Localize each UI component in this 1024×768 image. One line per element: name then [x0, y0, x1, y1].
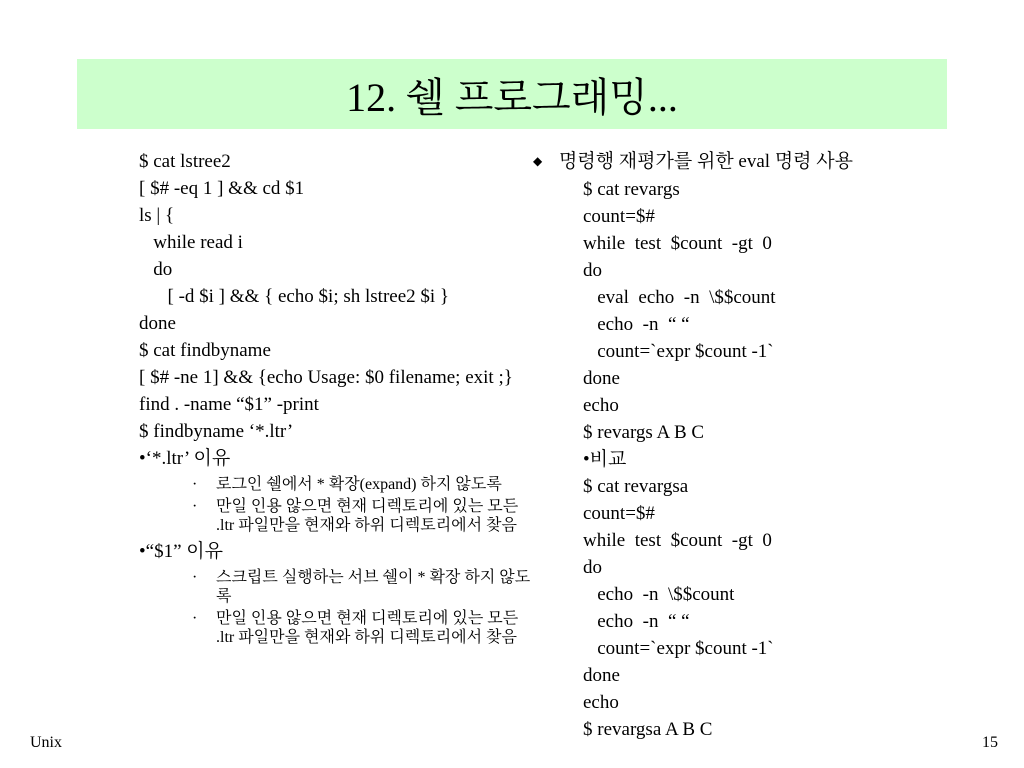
footer-label: Unix: [30, 734, 62, 751]
code-line: count=`expr $count -1`: [583, 638, 774, 659]
list-item-text: 만일 인용 않으면 현재 디렉토리에 있는 모든 .ltr 파일만을 현재와 하위 디렉토리에서 찾음: [216, 610, 519, 646]
code-line: echo -n “ “: [583, 314, 690, 335]
code-line: echo -n \$$count: [583, 584, 735, 605]
code-line: while test $count -gt 0: [583, 530, 772, 551]
code-line: find . -name “$1” -print: [139, 394, 319, 415]
right-column: [583, 176, 1003, 743]
list-item: [139, 609, 539, 647]
right-heading: [533, 148, 853, 175]
sub-bullet-dot: ·: [192, 498, 198, 515]
code-line: count=$#: [583, 503, 655, 524]
slide-title: 12. 쉘 프로그래밍...: [346, 74, 678, 120]
code-line: count=`expr $count -1`: [583, 341, 774, 362]
reason1-heading: •‘*.ltr’ 이유: [139, 448, 231, 469]
code-line: while read i: [139, 232, 243, 253]
code-line: [ -d $i ] && { echo $i; sh lstree2 $i }: [139, 286, 450, 307]
list-item-text: 스크립트 실행하는 서브 쉘이 * 확장 하지 않도록: [216, 569, 531, 605]
code-line: echo: [583, 395, 619, 416]
right-heading-text: 명령행 재평가를 위한 eval 명령 사용: [559, 151, 853, 172]
code-line: done: [583, 665, 620, 686]
left-column: [139, 148, 539, 650]
code-line: do: [139, 259, 173, 280]
compare-heading: •비교: [583, 449, 627, 470]
code-line: echo -n “ “: [583, 611, 690, 632]
code-line: $ revargs A B C: [583, 422, 705, 443]
code-line: $ findbyname ‘*.ltr’: [139, 421, 294, 442]
list-item: [139, 497, 539, 535]
code-line: ls | {: [139, 205, 175, 226]
code-line: count=$#: [583, 206, 655, 227]
code-line: [ $# -eq 1 ] && cd $1: [139, 178, 305, 199]
sub-bullet-dot: ·: [192, 569, 198, 586]
code-line: $ cat findbyname: [139, 340, 271, 361]
code-line: $ cat revargsa: [583, 476, 689, 497]
code-line: done: [583, 368, 620, 389]
code-line: do: [583, 260, 602, 281]
code-line: done: [139, 313, 176, 334]
code-line: eval echo -n \$$count: [583, 287, 776, 308]
list-item-text: 로그인 쉘에서 * 확장(expand) 하지 않도록: [216, 476, 502, 493]
code-line: [ $# -ne 1] && {echo Usage: $0 filename; exit ;}: [139, 367, 513, 388]
code-line: $ cat revargs: [583, 179, 680, 200]
list-item: [139, 568, 539, 606]
title-banner: [77, 59, 947, 129]
list-item-text: 만일 인용 않으면 현재 디렉토리에 있는 모든 .ltr 파일만을 현재와 하위 디렉토리에서 찾음: [216, 498, 519, 534]
diamond-bullet-icon: ◆: [533, 154, 543, 168]
sub-bullet-dot: ·: [192, 476, 198, 493]
code-line: echo: [583, 692, 619, 713]
list-item: [139, 475, 539, 494]
code-line: $ cat lstree2: [139, 151, 231, 172]
code-line: $ revargsa A B C: [583, 719, 713, 740]
reason2-heading: •“$1” 이유: [139, 541, 223, 562]
page-number: 15: [982, 734, 998, 751]
code-line: do: [583, 557, 602, 578]
code-line: while test $count -gt 0: [583, 233, 772, 254]
sub-bullet-dot: ·: [192, 610, 198, 627]
